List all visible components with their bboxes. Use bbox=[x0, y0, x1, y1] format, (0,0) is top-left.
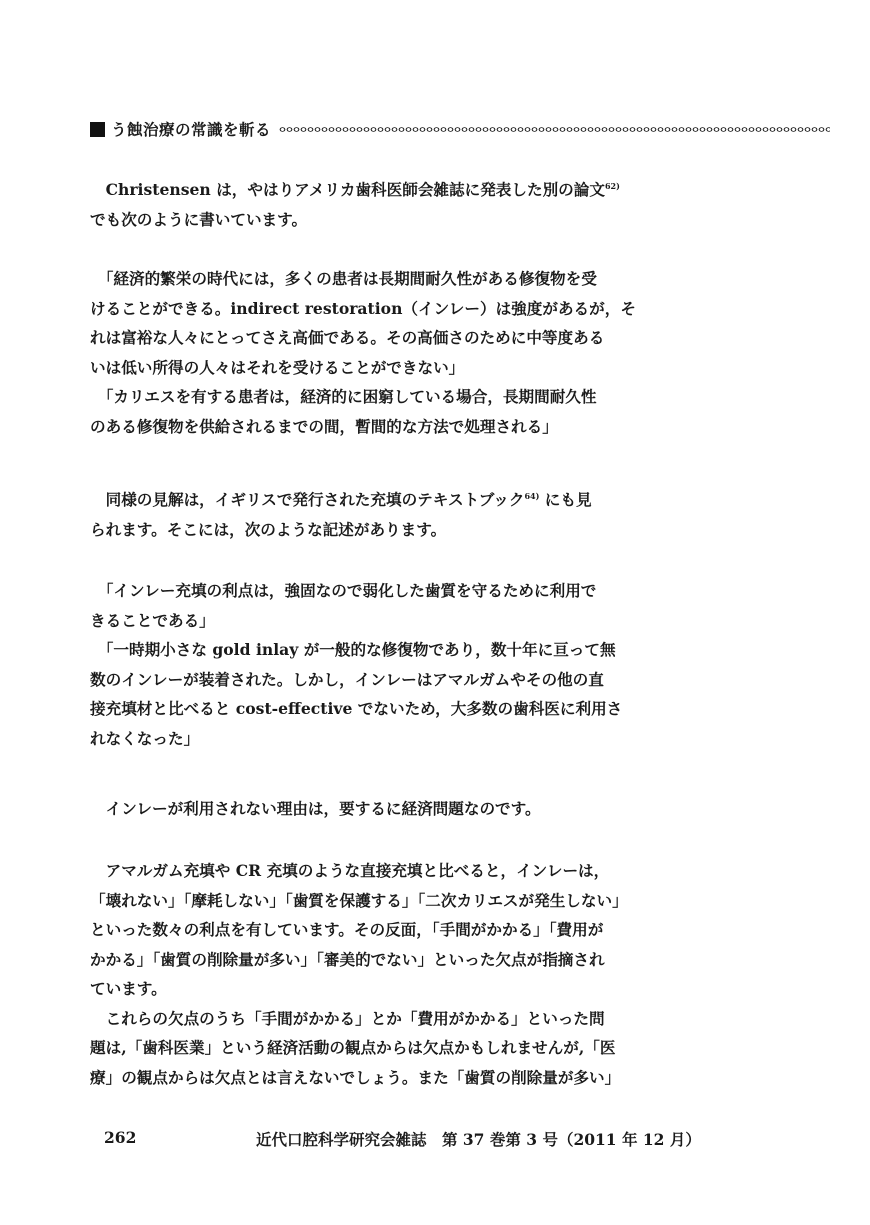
text-line: インレーが利用されない理由は，要するに経済問題なのです。 bbox=[90, 799, 541, 818]
text-line: のある修復物を供給されるまでの間，暫間的な方法で処理される」 bbox=[90, 416, 558, 436]
text-line: 同様の見解は，イギリスで発行された充填のテキストブック$^{64)}$ にも見 bbox=[90, 490, 592, 509]
text-line: これらの欠点のうち「手間がかかる」とか「費用がかかる」といった問 bbox=[90, 1008, 605, 1028]
text-line: れは富裕な人々にとってさえ高価である。その高価さのために中等度ある bbox=[90, 328, 605, 347]
section-header bbox=[90, 116, 830, 142]
text-line: 療」の観点からは欠点とは言えないでしょう。また「歯質の削除量が多い」 bbox=[90, 1067, 621, 1087]
paragraph-4 bbox=[90, 576, 740, 753]
text-line: Christensen は，やはりアメリカ歯科医師会雑誌に発表した別の論文$^{62)}$ bbox=[90, 180, 620, 199]
text-line: といった数々の利点を有しています。その反面，「手間がかかる」「費用が bbox=[90, 920, 604, 939]
decorative-chain-rule bbox=[279, 126, 830, 133]
reference-marker: 62) bbox=[604, 181, 620, 191]
paragraph-3 bbox=[90, 482, 740, 544]
text-line: 接充填材と比べると cost-effective でないため，大多数の歯科医に利用さ bbox=[90, 699, 623, 718]
square-bullet-icon bbox=[90, 122, 105, 137]
text-line: けることができる。indirect restoration（インレー）は強度があるが，そ bbox=[90, 298, 636, 318]
text-line: ています。 bbox=[90, 979, 167, 998]
text-line: 題は,「歯科医業」という経済活動の観点からは欠点かもしれませんが,「医 bbox=[90, 1038, 616, 1057]
text-line: かかる」「歯質の削除量が多い」「審美的でない」といった欠点が指摘され bbox=[90, 949, 605, 969]
text-line: 数のインレーが装着された。しかし，インレーはアマルガムやその他の直 bbox=[90, 669, 604, 689]
text-line: いは低い所得の人々はそれを受けることができない」 bbox=[90, 357, 465, 377]
text-line: 「経済的繁栄の時代には，多くの患者は長期間耐久性がある修復物を受 bbox=[90, 269, 597, 288]
text-line: られます。そこには，次のような記述があります。 bbox=[90, 519, 447, 539]
page-footer bbox=[0, 1128, 870, 1152]
reference-marker: 64) bbox=[524, 491, 540, 501]
journal-citation: 近代口腔科学研究会雑誌 第 37 巻第 3 号（2011 年 12 月） bbox=[256, 1130, 701, 1149]
page-number: 262 bbox=[104, 1128, 137, 1147]
text-line: 「インレー充填の利点は，強固なので弱化した歯質を守るために利用で bbox=[90, 581, 597, 600]
text-line: 「カリエスを有する患者は，経済的に困窮している場合，長期間耐久性 bbox=[90, 387, 597, 406]
paragraph-5 bbox=[90, 794, 740, 824]
text-line: 「壊れない」「摩耗しない」「歯質を保護する」「二次カリエスが発生しない」 bbox=[90, 890, 628, 910]
paragraph-2 bbox=[90, 264, 740, 441]
text-line: れなくなった」 bbox=[90, 728, 200, 748]
text-line: きることである」 bbox=[90, 610, 215, 630]
paragraph-1 bbox=[90, 172, 740, 234]
text-line: アマルガム充填や CR 充填のような直接充填と比べると，インレーは， bbox=[90, 861, 610, 880]
paragraph-6 bbox=[90, 856, 740, 1092]
text-line: 「一時期小さな gold inlay が一般的な修復物であり，数十年に亘って無 bbox=[90, 640, 616, 659]
text-line: でも次のように書いています。 bbox=[90, 209, 308, 229]
section-title: う蝕治療の常識を斬る bbox=[111, 121, 272, 139]
